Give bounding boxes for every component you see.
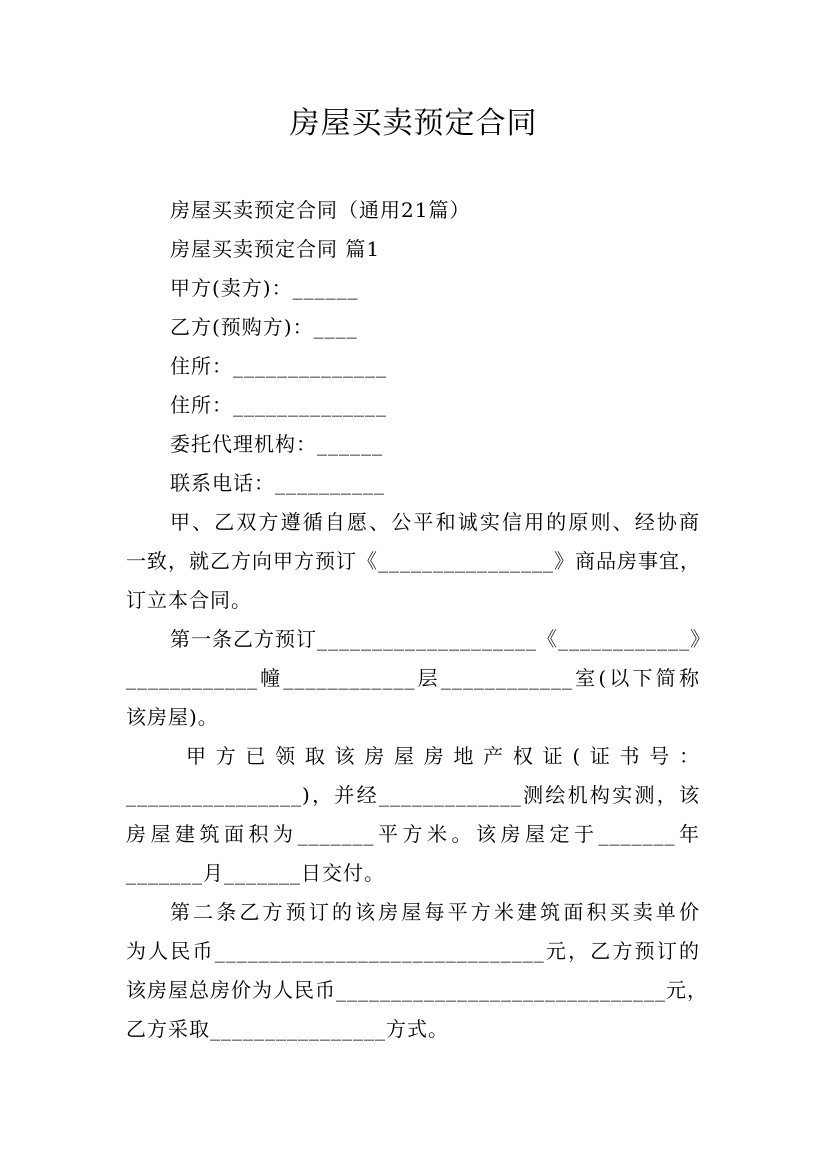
article-line: 第二条乙方预订的该房屋每平方米建筑面积买卖单价 [170, 900, 700, 924]
address-field: 住所：______________ [170, 393, 387, 417]
article-line: 该房屋总房价为人民币______________________________元， [126, 978, 708, 1002]
article-line: 甲方已领取该房屋房地产权证(证书号： [186, 744, 700, 768]
phone-field: 联系电话：__________ [170, 471, 385, 495]
article-line: 第一条乙方预订____________________《____________》 [170, 627, 711, 651]
address-field: 住所：______________ [170, 354, 387, 378]
subtitle-line: 房屋买卖预定合同（通用21篇） [170, 198, 471, 222]
article-line: ____________幢____________层____________室(以下简称 [126, 666, 700, 690]
article-line: 为人民币______________________________元，乙方预订的 [126, 939, 700, 963]
party-b-field: 乙方(预购方)：____ [170, 315, 358, 339]
paragraph-line: 一致，就乙方向甲方预订《________________》商品房事宜， [126, 549, 701, 573]
article-line: ________________)，并经_____________测绘机构实测，该 [126, 783, 700, 807]
party-a-field: 甲方(卖方)：______ [170, 276, 359, 300]
article-line: 该房屋)。 [126, 705, 219, 729]
paragraph-line: 订立本合同。 [126, 588, 252, 612]
document-title: 房屋买卖预定合同 [289, 106, 538, 141]
article-line: _______月_______日交付。 [126, 861, 385, 885]
article-line: 乙方采取________________方式。 [126, 1017, 449, 1041]
article-line: 房屋建筑面积为_______平方米。该房屋定于_______年 [126, 822, 700, 846]
agency-field: 委托代理机构：______ [170, 432, 383, 456]
paragraph-line: 甲、乙双方遵循自愿、公平和诚实信用的原则、经协商 [170, 510, 700, 534]
section-heading: 房屋买卖预定合同 篇1 [170, 237, 381, 261]
